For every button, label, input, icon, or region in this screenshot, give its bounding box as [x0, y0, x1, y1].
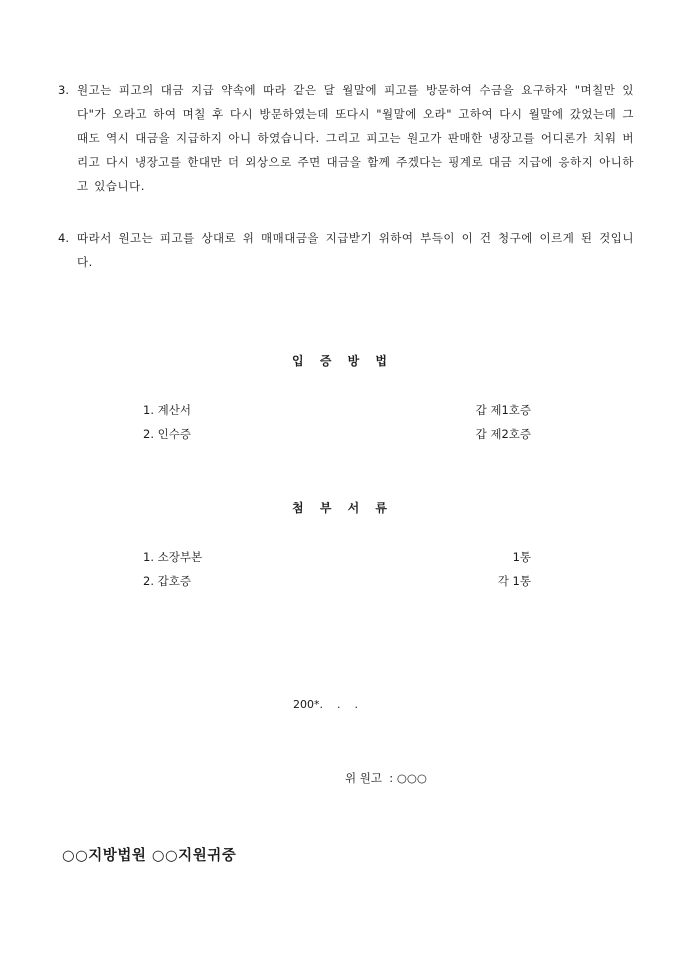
court-addressee: ○○지방법원 ○○지원귀중	[62, 847, 237, 864]
attachment-item-label: 2. 갑호증	[143, 574, 191, 588]
paragraph-text: 따라서 원고는 피고를 상대로 위 매매대금을 지급받기 위하여 부득이 이 건 청구에 이르게 된 것입니다.	[77, 231, 634, 269]
paragraph-number: 3.	[58, 83, 69, 97]
evidence-item-value: 갑 제1호증	[475, 403, 531, 417]
paragraph-3	[58, 78, 634, 198]
evidence-section-title: 입 증 방 법	[292, 354, 388, 368]
evidence-item	[143, 426, 531, 444]
attachment-item-label: 1. 소장부본	[143, 550, 203, 564]
evidence-item-value: 갑 제2호증	[475, 427, 531, 441]
attachments-section-title: 첨 부 서 류	[292, 501, 388, 515]
attachment-item-value: 1통	[512, 550, 531, 564]
attachment-item-value: 각 1통	[497, 574, 531, 588]
evidence-item	[143, 402, 531, 420]
attachment-item	[143, 573, 531, 591]
evidence-item-label: 2. 인수증	[143, 427, 191, 441]
paragraph-4	[58, 226, 634, 274]
paragraph-text: 원고는 피고의 대금 지급 약속에 따라 같은 달 월말에 피고를 방문하여 수금을 요구하자 "며칠만 있다"가 오라고 하여 며칠 후 다시 방문하였는데 또다시 "월말에 오라" 고하여 다시 월말에 갔었는데 그 때도 역시 대금을 지급하지 아니 하였습니다. 그리고 피고는 원고가 판매한 냉장고를 어디론가 치워 버리고 다시 냉장고를 한대만 더 외상으로 주면 대금을 함께 주겠다는 핑계로 대금 지급에 응하지 아니하고 있습니다.	[77, 83, 634, 193]
evidence-item-label: 1. 계산서	[143, 403, 191, 417]
attachment-item	[143, 549, 531, 567]
plaintiff-signature-line: 위 원고 : ○○○	[345, 771, 427, 785]
paragraph-number: 4.	[58, 231, 69, 245]
filing-date: 200*. . .	[293, 698, 358, 711]
